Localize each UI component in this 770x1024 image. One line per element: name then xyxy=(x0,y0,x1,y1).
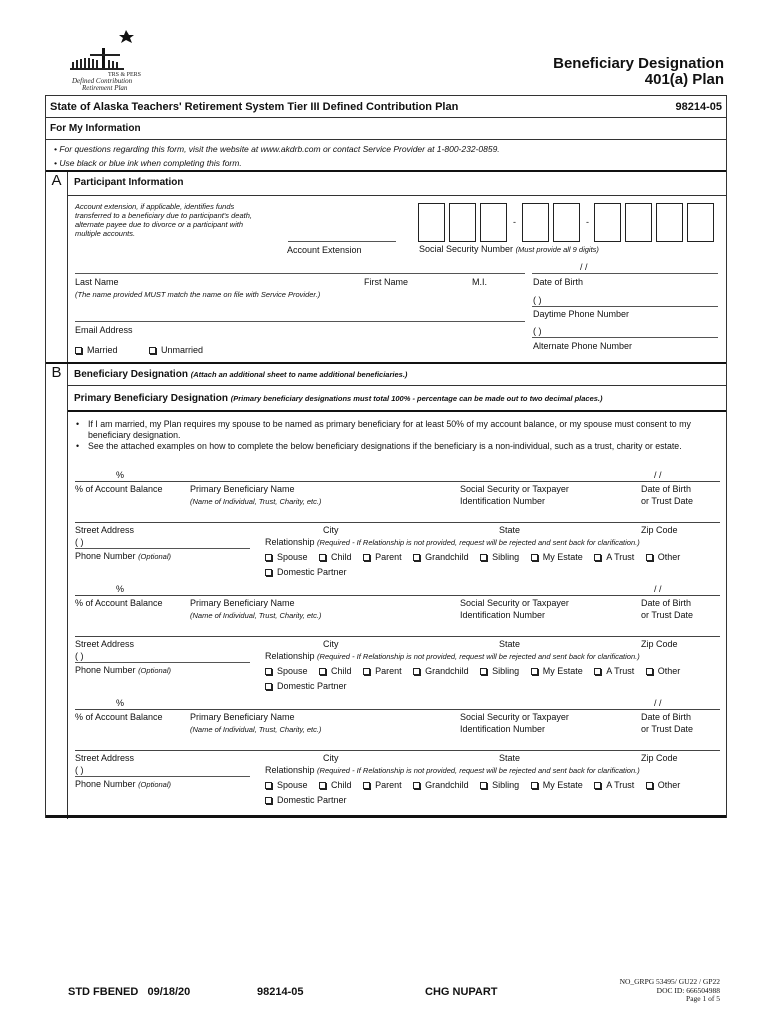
pct-balance-label: % of Account Balance xyxy=(75,712,163,722)
dob-slashes: / / xyxy=(654,698,662,708)
beneficiary-name-label: Primary Beneficiary Name xyxy=(190,712,295,722)
child-checkbox[interactable] xyxy=(319,668,326,675)
state-label: State xyxy=(499,753,521,763)
dob-label-1: Date of Birth xyxy=(641,484,692,494)
last-name-label: Last Name xyxy=(75,277,119,287)
primary-beneficiary-title-text: Primary Beneficiary Designation xyxy=(74,393,228,404)
sibling-label: Sibling xyxy=(492,666,520,676)
sibling-checkbox[interactable] xyxy=(480,782,487,789)
a-trust-label: A Trust xyxy=(606,552,635,562)
ssn-input-group xyxy=(418,203,718,243)
domestic-partner-checkbox[interactable] xyxy=(265,683,272,690)
footer-date: 09/18/20 xyxy=(147,986,191,998)
relationship-label xyxy=(265,537,640,547)
ssn-label-2: Identification Number xyxy=(460,610,546,620)
ssn-digit-2[interactable] xyxy=(449,203,476,242)
sibling-checkbox[interactable] xyxy=(480,554,487,561)
unmarried-checkbox[interactable] xyxy=(149,347,156,354)
svg-text:Defined Contribution: Defined Contribution xyxy=(72,77,133,85)
grandchild-checkbox[interactable] xyxy=(413,782,420,789)
plan-logo xyxy=(64,26,154,92)
phone-field[interactable] xyxy=(75,776,250,777)
domestic-partner-label: Domestic Partner xyxy=(277,681,347,691)
relationship-domestic-partner[interactable] xyxy=(265,567,347,577)
plan-name: State of Alaska Teachers' Retirement System Tier III Defined Contribution Plan xyxy=(50,101,459,113)
ssn-digit-4[interactable] xyxy=(522,203,549,242)
phone-field[interactable] xyxy=(75,662,250,663)
alternate-phone-placeholder: ( ) xyxy=(533,326,542,336)
form-body xyxy=(45,95,727,818)
domestic-partner-checkbox[interactable] xyxy=(265,569,272,576)
info-bullets xyxy=(46,140,726,172)
sibling-checkbox[interactable] xyxy=(480,668,487,675)
info-bullet-2: • Use black or blue ink when completing this form. xyxy=(54,158,242,168)
zip-label: Zip Code xyxy=(641,639,678,649)
my-estate-checkbox[interactable] xyxy=(531,668,538,675)
my-estate-checkbox[interactable] xyxy=(531,554,538,561)
form-title-line2: 401(a) Plan xyxy=(644,71,724,88)
my-estate-label: My Estate xyxy=(542,666,583,676)
a-trust-label: A Trust xyxy=(606,780,635,790)
parent-label: Parent xyxy=(375,552,402,562)
section-b-bullets xyxy=(76,419,718,452)
phone-note: (Optional) xyxy=(138,780,171,789)
phone-placeholder: ( ) xyxy=(75,651,84,661)
relationship-domestic-partner[interactable] xyxy=(265,681,347,691)
plan-number: 98214-05 xyxy=(675,101,722,113)
relationship-note: (Required - If Relationship is not provided, request will be rejected and sent back for clarification.) xyxy=(317,652,640,661)
account-extension-field[interactable] xyxy=(288,241,396,242)
relationship-child[interactable] xyxy=(319,666,352,676)
section-b-heading xyxy=(68,364,726,386)
relationship-grandchild[interactable] xyxy=(413,780,469,790)
beneficiary-2-line-2[interactable] xyxy=(75,636,720,637)
state-label: State xyxy=(499,639,521,649)
relationship-sibling[interactable] xyxy=(480,666,519,676)
relationship-parent[interactable] xyxy=(363,666,402,676)
ssn-note: (Must provide all 9 digits) xyxy=(515,245,599,254)
relationship-my-estate[interactable] xyxy=(531,552,583,562)
ssn-label-1: Social Security or Taxpayer xyxy=(460,712,569,722)
ssn-label-2: Identification Number xyxy=(460,496,546,506)
name-note: (The name provided MUST match the name on file with Service Provider.) xyxy=(75,290,321,299)
relationship-spouse[interactable] xyxy=(265,552,308,562)
ssn-digit-6[interactable] xyxy=(594,203,621,242)
relationship-other[interactable] xyxy=(646,666,681,676)
footer-change-code: CHG NUPART xyxy=(425,986,498,998)
plan-bar xyxy=(46,96,726,118)
ssn-digit-9[interactable] xyxy=(687,203,714,242)
relationship-options xyxy=(265,550,725,580)
beneficiary-2-line-1[interactable] xyxy=(75,595,720,596)
zip-label: Zip Code xyxy=(641,525,678,535)
section-b-letter: B xyxy=(46,364,68,819)
plan-logo-icon xyxy=(64,26,154,92)
relationship-other[interactable] xyxy=(646,780,681,790)
form-title-line1: Beneficiary Designation xyxy=(553,55,724,72)
email-field[interactable] xyxy=(75,321,525,322)
relationship-spouse[interactable] xyxy=(265,666,308,676)
phone-label-text: Phone Number xyxy=(75,779,136,789)
unmarried-label: Unmarried xyxy=(161,345,204,355)
footer-plan-number: 98214-05 xyxy=(257,986,304,998)
relationship-note: (Required - If Relationship is not provided, request will be rejected and sent back for clarification.) xyxy=(317,538,640,547)
other-label: Other xyxy=(657,666,681,676)
married-label: Married xyxy=(87,345,118,355)
primary-beneficiary-title xyxy=(74,393,603,404)
relationship-child[interactable] xyxy=(319,780,352,790)
beneficiary-3-line-2[interactable] xyxy=(75,750,720,751)
grandchild-label: Grandchild xyxy=(425,780,469,790)
daytime-phone-field[interactable] xyxy=(532,306,718,307)
dob-label-2: or Trust Date xyxy=(641,610,694,620)
child-checkbox[interactable] xyxy=(319,554,326,561)
pct-balance-label: % of Account Balance xyxy=(75,598,163,608)
relationship-label xyxy=(265,651,640,661)
info-bullet-1: • For questions regarding this form, visit the website at www.akdrb.com or contact Service Provider at 1-800-232-0859. xyxy=(54,144,500,154)
street-label: Street Address xyxy=(75,639,135,649)
relationship-note: (Required - If Relationship is not provided, request will be rejected and sent back for clarification.) xyxy=(317,766,640,775)
primary-beneficiary-note: (Primary beneficiary designations must total 100% - percentage can be made out to two decimal places.) xyxy=(230,394,603,403)
relationship-parent[interactable] xyxy=(363,552,402,562)
relationship-a-trust[interactable] xyxy=(594,666,634,676)
ssn-label xyxy=(419,244,599,254)
dob-label-1: Date of Birth xyxy=(641,712,692,722)
phone-label xyxy=(75,779,171,789)
parent-checkbox[interactable] xyxy=(363,668,370,675)
other-label: Other xyxy=(657,552,681,562)
relationship-sibling[interactable] xyxy=(480,780,519,790)
parent-checkbox[interactable] xyxy=(363,782,370,789)
percent-sign: % xyxy=(116,698,125,708)
section-a-title: Participant Information xyxy=(74,177,184,188)
beneficiary-name-note: (Name of Individual, Trust, Charity, etc.) xyxy=(190,725,322,734)
grandchild-checkbox[interactable] xyxy=(413,668,420,675)
other-checkbox[interactable] xyxy=(646,554,653,561)
ssn-label-2: Identification Number xyxy=(460,724,546,734)
spouse-label: Spouse xyxy=(277,666,308,676)
spouse-checkbox[interactable] xyxy=(265,782,272,789)
ssn-label-text: Social Security Number xyxy=(419,244,514,254)
alternate-phone-field[interactable] xyxy=(532,337,718,338)
parent-checkbox[interactable] xyxy=(363,554,370,561)
section-a-letter: A xyxy=(46,172,68,362)
phone-label-text: Phone Number xyxy=(75,665,136,675)
child-label: Child xyxy=(331,666,352,676)
phone-field[interactable] xyxy=(75,548,250,549)
married-option[interactable] xyxy=(75,345,118,355)
relationship-my-estate[interactable] xyxy=(531,780,583,790)
relationship-label-text: Relationship xyxy=(265,537,315,547)
relationship-spouse[interactable] xyxy=(265,780,308,790)
ssn-dash: - xyxy=(513,217,516,227)
info-bullet-1-text: For questions regarding this form, visit the website at www.akdrb.com or contact Service Provider at 1-800-232-0859. xyxy=(59,144,500,154)
city-label: City xyxy=(323,525,339,535)
section-b-title xyxy=(74,369,407,380)
my-estate-label: My Estate xyxy=(542,780,583,790)
grandchild-checkbox[interactable] xyxy=(413,554,420,561)
child-label: Child xyxy=(331,780,352,790)
footer-form-code xyxy=(68,986,190,998)
daytime-phone-label: Daytime Phone Number xyxy=(533,309,630,319)
primary-beneficiary-heading xyxy=(68,388,726,412)
relationship-label-text: Relationship xyxy=(265,765,315,775)
beneficiary-1-line-2[interactable] xyxy=(75,522,720,523)
name-field[interactable] xyxy=(75,273,525,274)
spouse-label: Spouse xyxy=(277,552,308,562)
a-trust-checkbox[interactable] xyxy=(594,554,601,561)
spouse-checkbox[interactable] xyxy=(265,668,272,675)
city-label: City xyxy=(323,639,339,649)
email-label: Email Address xyxy=(75,325,133,335)
ssn-dash: - xyxy=(586,217,589,227)
my-estate-checkbox[interactable] xyxy=(531,782,538,789)
parent-label: Parent xyxy=(375,780,402,790)
domestic-partner-label: Domestic Partner xyxy=(277,795,347,805)
beneficiary-block-2 xyxy=(68,582,726,696)
relationship-parent[interactable] xyxy=(363,780,402,790)
child-label: Child xyxy=(331,552,352,562)
marital-status-group xyxy=(75,345,212,355)
phone-label-text: Phone Number xyxy=(75,551,136,561)
daytime-phone-placeholder: ( ) xyxy=(533,295,542,305)
beneficiary-1-line-1[interactable] xyxy=(75,481,720,482)
account-extension-note: Account extension, if applicable, identifies funds transferred to a beneficiary due to participant's death, alternate payee due to divorce or a participant with multiple accounts. xyxy=(75,202,252,238)
phone-note: (Optional) xyxy=(138,552,171,561)
spouse-label: Spouse xyxy=(277,780,308,790)
relationship-label-text: Relationship xyxy=(265,651,315,661)
beneficiary-name-label: Primary Beneficiary Name xyxy=(190,598,295,608)
relationship-a-trust[interactable] xyxy=(594,552,634,562)
dob-label: Date of Birth xyxy=(533,277,584,287)
beneficiary-name-note: (Name of Individual, Trust, Charity, etc.) xyxy=(190,611,322,620)
dob-label-2: or Trust Date xyxy=(641,496,694,506)
section-b-bullet-1: • If I am married, my Plan requires my spouse to be named as primary beneficiary for at least 50% of my account balance, or my spouse must consent to my beneficiary designation. xyxy=(76,419,718,441)
domestic-partner-checkbox[interactable] xyxy=(265,797,272,804)
city-label: City xyxy=(323,753,339,763)
parent-label: Parent xyxy=(375,666,402,676)
unmarried-option[interactable] xyxy=(149,345,203,355)
other-checkbox[interactable] xyxy=(646,668,653,675)
other-label: Other xyxy=(657,780,681,790)
beneficiary-block-3 xyxy=(68,696,726,810)
a-trust-checkbox[interactable] xyxy=(594,782,601,789)
dob-field[interactable] xyxy=(532,273,718,274)
relationship-child[interactable] xyxy=(319,552,352,562)
sibling-label: Sibling xyxy=(492,552,520,562)
relationship-options xyxy=(265,778,725,808)
a-trust-checkbox[interactable] xyxy=(594,668,601,675)
for-my-information-label: For My Information xyxy=(50,123,141,134)
for-my-information-heading xyxy=(46,118,726,140)
relationship-domestic-partner[interactable] xyxy=(265,795,347,805)
section-a-heading xyxy=(68,172,726,196)
other-checkbox[interactable] xyxy=(646,782,653,789)
spouse-checkbox[interactable] xyxy=(265,554,272,561)
relationship-grandchild[interactable] xyxy=(413,666,469,676)
alternate-phone-label: Alternate Phone Number xyxy=(533,341,633,351)
phone-label xyxy=(75,665,171,675)
ssn-digit-3[interactable] xyxy=(480,203,507,242)
footer-doc-id: DOC ID: 666504988 xyxy=(656,985,720,995)
svg-text:Retirement Plan: Retirement Plan xyxy=(82,84,128,92)
first-name-label: First Name xyxy=(364,277,409,287)
footer-form-code-text: STD FBENED xyxy=(68,986,139,998)
phone-placeholder: ( ) xyxy=(75,765,84,775)
phone-label xyxy=(75,551,171,561)
ssn-label-1: Social Security or Taxpayer xyxy=(460,484,569,494)
section-b-note: (Attach an additional sheet to name additional beneficiaries.) xyxy=(190,370,408,379)
section-b-bullet-2: • See the attached examples on how to complete the below beneficiary designations if the beneficiary is a non-individual, such as a trust, charity or estate. xyxy=(76,441,718,452)
info-bullet-2-text: Use black or blue ink when completing this form. xyxy=(59,158,242,168)
form-bottom-rule xyxy=(46,815,726,818)
zip-label: Zip Code xyxy=(641,753,678,763)
relationship-sibling[interactable] xyxy=(480,552,519,562)
beneficiary-3-line-1[interactable] xyxy=(75,709,720,710)
dob-slashes: / / xyxy=(580,262,588,272)
my-estate-label: My Estate xyxy=(542,552,583,562)
footer-group-line: NO_GRPG 53495/ GU22 / GP22 xyxy=(619,977,720,986)
dob-label-1: Date of Birth xyxy=(641,598,692,608)
footer-doc-info xyxy=(620,978,720,1004)
grandchild-label: Grandchild xyxy=(425,552,469,562)
account-extension-label: Account Extension xyxy=(287,245,362,255)
percent-sign: % xyxy=(116,470,125,480)
ssn-digit-5[interactable] xyxy=(553,203,580,242)
ssn-digit-1[interactable] xyxy=(418,203,445,242)
pct-balance-label: % of Account Balance xyxy=(75,484,163,494)
relationship-a-trust[interactable] xyxy=(594,780,634,790)
ssn-digit-8[interactable] xyxy=(656,203,683,242)
beneficiary-block-1 xyxy=(68,468,726,582)
dob-slashes: / / xyxy=(654,470,662,480)
footer-page-number: Page 1 of 5 xyxy=(686,994,720,1003)
form-title xyxy=(553,56,724,88)
mi-label: M.I. xyxy=(472,277,487,287)
sibling-label: Sibling xyxy=(492,780,520,790)
phone-note: (Optional) xyxy=(138,666,171,675)
dob-label-2: or Trust Date xyxy=(641,724,694,734)
relationship-other[interactable] xyxy=(646,552,681,562)
beneficiary-name-note: (Name of Individual, Trust, Charity, etc.) xyxy=(190,497,322,506)
a-trust-label: A Trust xyxy=(606,666,635,676)
dob-slashes: / / xyxy=(654,584,662,594)
svg-text:TRS & PERS: TRS & PERS xyxy=(108,72,142,78)
beneficiary-name-label: Primary Beneficiary Name xyxy=(190,484,295,494)
domestic-partner-label: Domestic Partner xyxy=(277,567,347,577)
relationship-grandchild[interactable] xyxy=(413,552,469,562)
percent-sign: % xyxy=(116,584,125,594)
child-checkbox[interactable] xyxy=(319,782,326,789)
phone-placeholder: ( ) xyxy=(75,537,84,547)
married-checkbox[interactable] xyxy=(75,347,82,354)
relationship-label xyxy=(265,765,640,775)
relationship-options xyxy=(265,664,725,694)
relationship-my-estate[interactable] xyxy=(531,666,583,676)
street-label: Street Address xyxy=(75,525,135,535)
ssn-digit-7[interactable] xyxy=(625,203,652,242)
street-label: Street Address xyxy=(75,753,135,763)
ssn-label-1: Social Security or Taxpayer xyxy=(460,598,569,608)
section-b-title-text: Beneficiary Designation xyxy=(74,369,188,380)
state-label: State xyxy=(499,525,521,535)
grandchild-label: Grandchild xyxy=(425,666,469,676)
